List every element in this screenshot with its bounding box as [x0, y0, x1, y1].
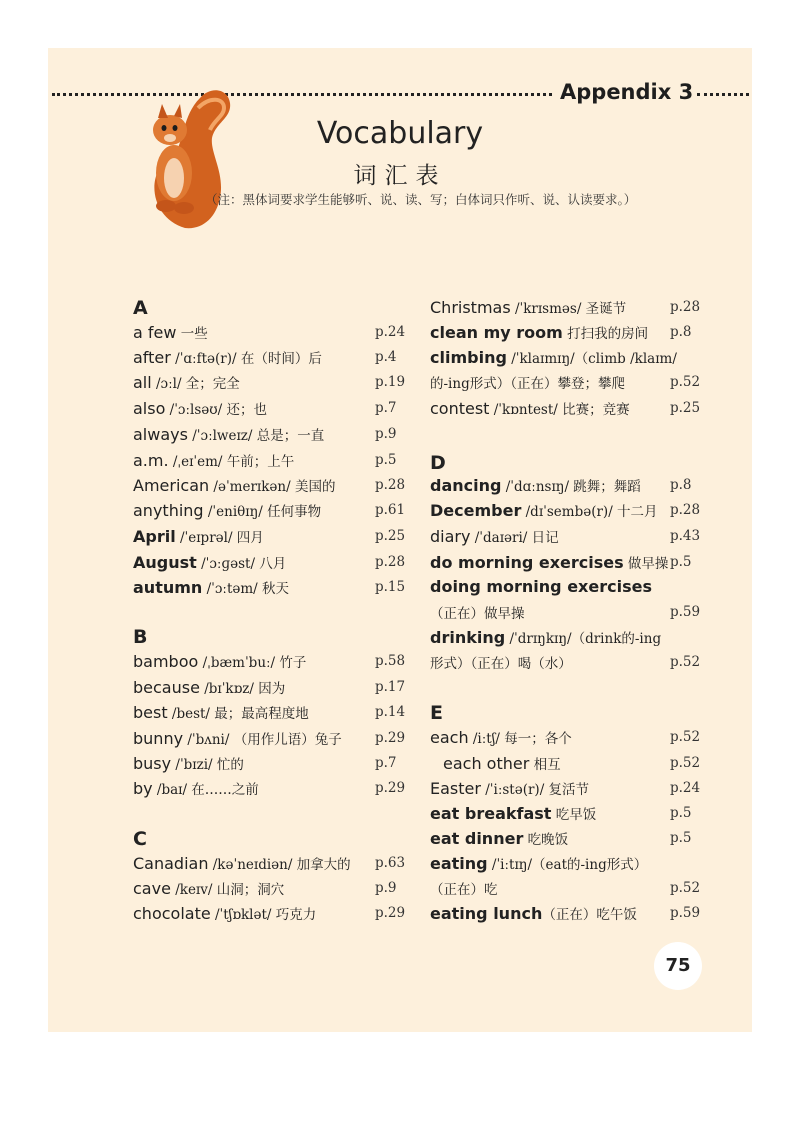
- page-number-badge: 75: [654, 942, 702, 990]
- entry-definition: /ˈkɒntest/ 比赛；竞赛: [489, 402, 630, 418]
- entry-word: each other: [443, 754, 530, 773]
- entry: [133, 651, 306, 671]
- page-ref: p.43: [670, 528, 701, 544]
- letter-e-heading: E: [430, 702, 443, 724]
- page-ref: p.19: [375, 374, 406, 390]
- entry-word: eat dinner: [430, 829, 524, 848]
- entry-definition: 做早操: [623, 556, 669, 572]
- entry-definition: /ˈtʃɒklət/ 巧克力: [210, 907, 317, 923]
- entry-word: American: [133, 476, 210, 495]
- entry-definition: （正在）做早操: [430, 606, 525, 622]
- entry: [430, 903, 637, 923]
- entry-continuation: [430, 652, 572, 672]
- entry-definition: /ˌeɪˈem/ 午前；上午: [168, 454, 295, 470]
- page-ref: p.24: [375, 324, 406, 340]
- entry-word: do morning exercises: [430, 553, 624, 572]
- entry-word: after: [133, 348, 171, 367]
- entry-word: a few: [133, 323, 177, 342]
- entry: [430, 627, 661, 647]
- dotted-rule-right: [697, 93, 749, 96]
- entry-definition: 相互: [529, 757, 561, 773]
- title-chinese: 词汇表: [353, 163, 447, 189]
- entry: [430, 297, 626, 317]
- page-ref: p.58: [375, 653, 406, 669]
- page-ref: p.17: [375, 679, 406, 695]
- page-ref: p.61: [375, 502, 406, 518]
- entry-word: dancing: [430, 476, 502, 495]
- entry: [133, 753, 244, 773]
- page-ref: p.29: [375, 780, 406, 796]
- entry: [430, 828, 568, 848]
- entry-definition: /dɪˈsembə(r)/ 十二月: [521, 504, 658, 520]
- page-ref: p.4: [375, 349, 397, 365]
- entry: [133, 552, 286, 572]
- entry: [133, 778, 259, 798]
- letter-d-heading: D: [430, 452, 446, 474]
- entry: [430, 398, 630, 418]
- entry-definition: /ˈiːtɪŋ/（eat的-ing形式）: [487, 857, 648, 873]
- entry-word: eating: [430, 854, 488, 873]
- entry-definition: /ˈdɑːnsɪŋ/ 跳舞；舞蹈: [501, 479, 641, 495]
- entry-word: climbing: [430, 348, 507, 367]
- entry-definition: /keɪv/ 山洞；洞穴: [170, 882, 285, 898]
- entry-continuation: [430, 602, 525, 622]
- entry-definition: /ˈkrɪsməs/ 圣诞节: [510, 301, 627, 317]
- entry: [133, 322, 208, 342]
- page-ref: p.14: [375, 704, 406, 720]
- entry-word: by: [133, 779, 153, 798]
- entry-definition: /ɔːl/ 全；完全: [151, 376, 240, 392]
- page-ref: p.25: [670, 400, 701, 416]
- entry-definition: /bɪˈkɒz/ 因为: [199, 681, 286, 697]
- page-ref: p.63: [375, 855, 406, 871]
- entry-word: autumn: [133, 578, 203, 597]
- page-ref: p.25: [375, 528, 406, 544]
- page-ref: p.28: [375, 477, 406, 493]
- entry-word: because: [133, 678, 200, 697]
- entry: [133, 878, 284, 898]
- note: （注：黑体词要求学生能够听、说、读、写；白体词只作听、说、认读要求。）: [205, 192, 637, 207]
- entry: [133, 500, 321, 520]
- entry-word: drinking: [430, 628, 506, 647]
- entry-word: busy: [133, 754, 172, 773]
- entry: [430, 526, 559, 546]
- page-ref: p.7: [375, 400, 397, 416]
- entry-definition: 吃早饭: [551, 807, 597, 823]
- entry-definition: 形式）（正在）喝（水）: [430, 656, 572, 672]
- entry: [430, 577, 652, 596]
- page-ref: p.28: [375, 554, 406, 570]
- entry-definition: /ˈeɪprəl/ 四月: [175, 530, 264, 546]
- page-ref: p.29: [375, 730, 406, 746]
- entry: [133, 853, 351, 873]
- entry-definition: /ˈdrɪŋkɪŋ/（drink的-ing: [505, 631, 662, 647]
- page-ref: p.52: [670, 729, 701, 745]
- entry-word: doing morning exercises: [430, 577, 652, 596]
- entry-definition: /ˈklaɪmɪŋ/（climb /klaɪm/: [506, 351, 677, 367]
- entry: [430, 475, 641, 495]
- entry: [430, 347, 677, 367]
- entry: [133, 728, 342, 748]
- entry-definition: （正在）吃: [430, 882, 498, 898]
- entry-definition: /ˈbɪzi/ 忙的: [171, 757, 244, 773]
- page-ref: p.5: [375, 452, 397, 468]
- entry-definition: 一些: [176, 326, 208, 342]
- entry: [133, 424, 324, 444]
- entry-word: cave: [133, 879, 171, 898]
- entry-definition: /ˈɔːɡəst/ 八月: [196, 556, 287, 572]
- page-ref: p.5: [670, 830, 692, 846]
- entry-continuation: [430, 372, 625, 392]
- page-ref: p.8: [670, 324, 692, 340]
- entry-word: bunny: [133, 729, 184, 748]
- entry-word: Canadian: [133, 854, 209, 873]
- page-ref: p.52: [670, 755, 701, 771]
- entry-word: eat breakfast: [430, 804, 552, 823]
- entry-word: also: [133, 399, 166, 418]
- entry: [430, 803, 596, 823]
- letter-b-heading: B: [133, 626, 148, 648]
- entry-definition: /ˈɑːftə(r)/ 在（时间）后: [170, 351, 322, 367]
- page-ref: p.9: [375, 880, 397, 896]
- entry: [133, 372, 240, 392]
- page-ref: p.8: [670, 477, 692, 493]
- entry: [430, 853, 647, 873]
- page-ref: p.59: [670, 604, 701, 620]
- entry-word: best: [133, 703, 168, 722]
- entry: [133, 903, 316, 923]
- page-ref: p.24: [670, 780, 701, 796]
- entry-definition: /ˈdaɪəri/ 日记: [470, 530, 559, 546]
- entry-word: diary: [430, 527, 471, 546]
- page-ref: p.52: [670, 374, 701, 390]
- letter-c-heading: C: [133, 828, 147, 850]
- entry-definition: /ˈiːstə(r)/ 复活节: [480, 782, 590, 798]
- entry-continuation: [430, 878, 498, 898]
- entry-definition: /kəˈneɪdiən/ 加拿大的: [208, 857, 351, 873]
- page-ref: p.5: [670, 554, 692, 570]
- page-ref: p.15: [375, 579, 406, 595]
- page-ref: p.29: [375, 905, 406, 921]
- entry-definition: （正在）吃午饭: [542, 907, 637, 923]
- entry-word: a.m.: [133, 451, 169, 470]
- entry-word: chocolate: [133, 904, 211, 923]
- entry: [430, 552, 668, 572]
- entry-definition: 的-ing形式）（正在）攀登；攀爬: [430, 376, 625, 392]
- entry: [443, 753, 561, 773]
- page-ref: p.52: [670, 880, 701, 896]
- page-ref: p.28: [670, 299, 701, 315]
- entry-definition: /ˈbʌni/ （用作儿语）兔子: [183, 732, 342, 748]
- title-english: Vocabulary: [316, 116, 484, 151]
- entry: [133, 702, 309, 722]
- entry: [133, 577, 289, 597]
- entry-definition: /ˈɔːlweɪz/ 总是；一直: [187, 428, 325, 444]
- entry: [430, 778, 589, 798]
- entry-definition: /best/ 最；最高程度地: [167, 706, 309, 722]
- page-ref: p.7: [375, 755, 397, 771]
- page-ref: p.5: [670, 805, 692, 821]
- entry-definition: /iːtʃ/ 每一；各个: [468, 731, 572, 747]
- entry: [430, 500, 658, 520]
- entry-word: eating lunch: [430, 904, 543, 923]
- entry: [133, 398, 267, 418]
- entry: [133, 475, 335, 495]
- page-ref: p.28: [670, 502, 701, 518]
- entry-definition: /ˈeniθɪŋ/ 任何事物: [203, 504, 322, 520]
- entry-word: Easter: [430, 779, 481, 798]
- entry: [133, 526, 264, 546]
- page-ref: p.59: [670, 905, 701, 921]
- entry-definition: /baɪ/ 在……之前: [152, 782, 259, 798]
- dotted-rule-left: [52, 93, 552, 96]
- entry-word: each: [430, 728, 469, 747]
- entry-word: bamboo: [133, 652, 199, 671]
- entry-definition: 打扫我的房间: [562, 326, 649, 342]
- entry: [133, 347, 322, 367]
- page-ref: p.9: [375, 426, 397, 442]
- entry-definition: /ˈɔːlsəʊ/ 还；也: [165, 402, 267, 418]
- entry: [430, 727, 572, 747]
- entry-word: April: [133, 527, 176, 546]
- entry-word: all: [133, 373, 152, 392]
- entry-definition: /ˈɔːtəm/ 秋天: [202, 581, 290, 597]
- entry-word: always: [133, 425, 188, 444]
- entry-word: Christmas: [430, 298, 511, 317]
- entry-word: clean my room: [430, 323, 563, 342]
- entry-definition: /ˌbæmˈbuː/ 竹子: [198, 655, 307, 671]
- entry: [133, 677, 285, 697]
- entry-definition: 吃晚饭: [523, 832, 569, 848]
- page-ref: p.52: [670, 654, 701, 670]
- appendix-heading: Appendix 3: [560, 80, 694, 104]
- entry-word: contest: [430, 399, 490, 418]
- letter-a-heading: A: [133, 297, 148, 319]
- entry-definition: /əˈmerɪkən/ 美国的: [209, 479, 336, 495]
- entry: [133, 450, 294, 470]
- entry: [430, 322, 648, 342]
- entry-word: December: [430, 501, 522, 520]
- entry-word: August: [133, 553, 197, 572]
- entry-word: anything: [133, 501, 204, 520]
